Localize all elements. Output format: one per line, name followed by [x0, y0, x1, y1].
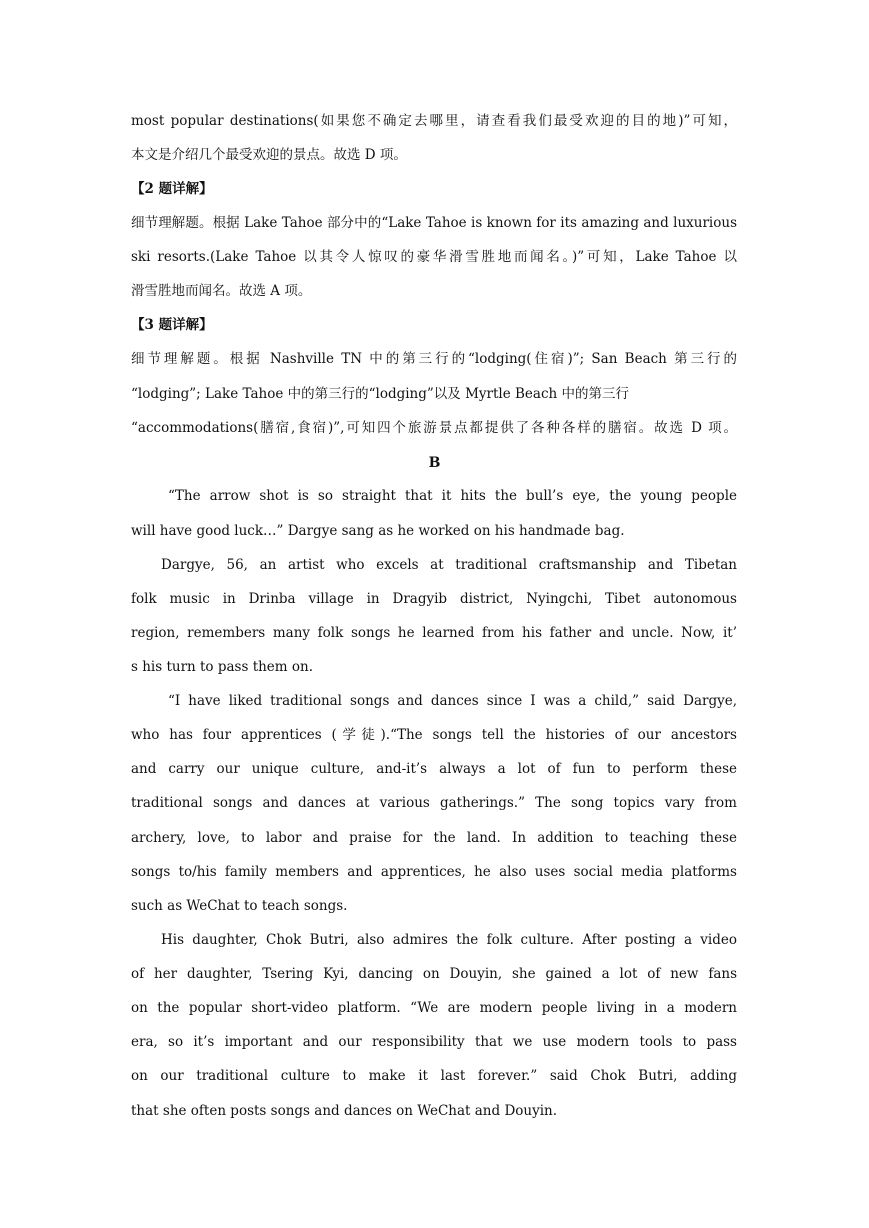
paragraph-line: “I have liked traditional songs and dances since I was a child,” said Dargye,	[168, 693, 737, 709]
paragraph-line: 本文是介绍几个最受欢迎的景点。故选 D 项。	[131, 147, 407, 163]
paragraph-line: 细节理解题。根据 Nashville TN 中的第三行的“lodging(住宿)”; San Beach 第三行的	[131, 351, 737, 367]
paragraph-line: Dargye, 56, an artist who excels at traditional craftsmanship and Tibetan	[161, 557, 737, 573]
paragraph-line: His daughter, Chok Butri, also admires the folk culture. After posting a video	[161, 932, 737, 948]
paragraph-line: who has four apprentices (学徒).“The songs tell the histories of our ancestors	[131, 727, 737, 743]
paragraph-line: “The arrow shot is so straight that it hits the bull’s eye, the young people	[168, 488, 737, 504]
paragraph-line: most popular destinations(如果您不确定去哪里，请查看我们最受欢迎的目的地)”可知，	[131, 113, 737, 129]
paragraph-line: and carry our unique culture, and-it’s always a lot of fun to perform these	[131, 761, 737, 777]
paragraph-line: 滑雪胜地而闻名。故选 A 项。	[131, 283, 312, 299]
paragraph-line: on our traditional culture to make it last forever.” said Chok Butri, adding	[131, 1068, 737, 1084]
paragraph-line: that she often posts songs and dances on WeChat and Douyin.	[131, 1103, 558, 1119]
paragraph-line: such as WeChat to teach songs.	[131, 898, 348, 914]
paragraph-line: traditional songs and dances at various gatherings.” The song topics vary from	[131, 795, 737, 811]
question-2-heading: 【2 题详解】	[131, 181, 213, 197]
paragraph-line: s his turn to pass them on.	[131, 659, 314, 675]
paragraph-line: on the popular short-video platform. “We are modern people living in a modern	[131, 1000, 737, 1016]
paragraph-line: of her daughter, Tsering Kyi, dancing on Douyin, she gained a lot of new fans	[131, 966, 737, 982]
paragraph-line: “accommodations(膳宿,食宿)”,可知四个旅游景点都提供了各种各样的膳宿。故选 D 项。	[131, 420, 737, 436]
paragraph-line: ski resorts.(Lake Tahoe 以其令人惊叹的豪华滑雪胜地而闻名。)”可知，Lake Tahoe 以	[131, 249, 737, 265]
paragraph-line: “lodging”; Lake Tahoe 中的第三行的“lodging”以及 Myrtle Beach 中的第三行	[131, 386, 630, 402]
paragraph-line: era, so it’s important and our responsibility that we use modern tools to pass	[131, 1034, 737, 1050]
paragraph-line: region, remembers many folk songs he learned from his father and uncle. Now, it’	[131, 625, 737, 641]
paragraph-line: 细节理解题。根据 Lake Tahoe 部分中的“Lake Tahoe is known for its amazing and luxurious	[131, 215, 737, 231]
paragraph-line: songs to/his family members and apprentices, he also uses social media platforms	[131, 864, 737, 880]
question-3-heading: 【3 题详解】	[131, 317, 213, 333]
paragraph-line: will have good luck…” Dargye sang as he worked on his handmade bag.	[131, 523, 625, 539]
paragraph-line: archery, love, to labor and praise for the land. In addition to teaching these	[131, 830, 737, 846]
section-letter: B	[428, 455, 441, 471]
paragraph-line: folk music in Drinba village in Dragyib district, Nyingchi, Tibet autonomous	[131, 591, 737, 607]
